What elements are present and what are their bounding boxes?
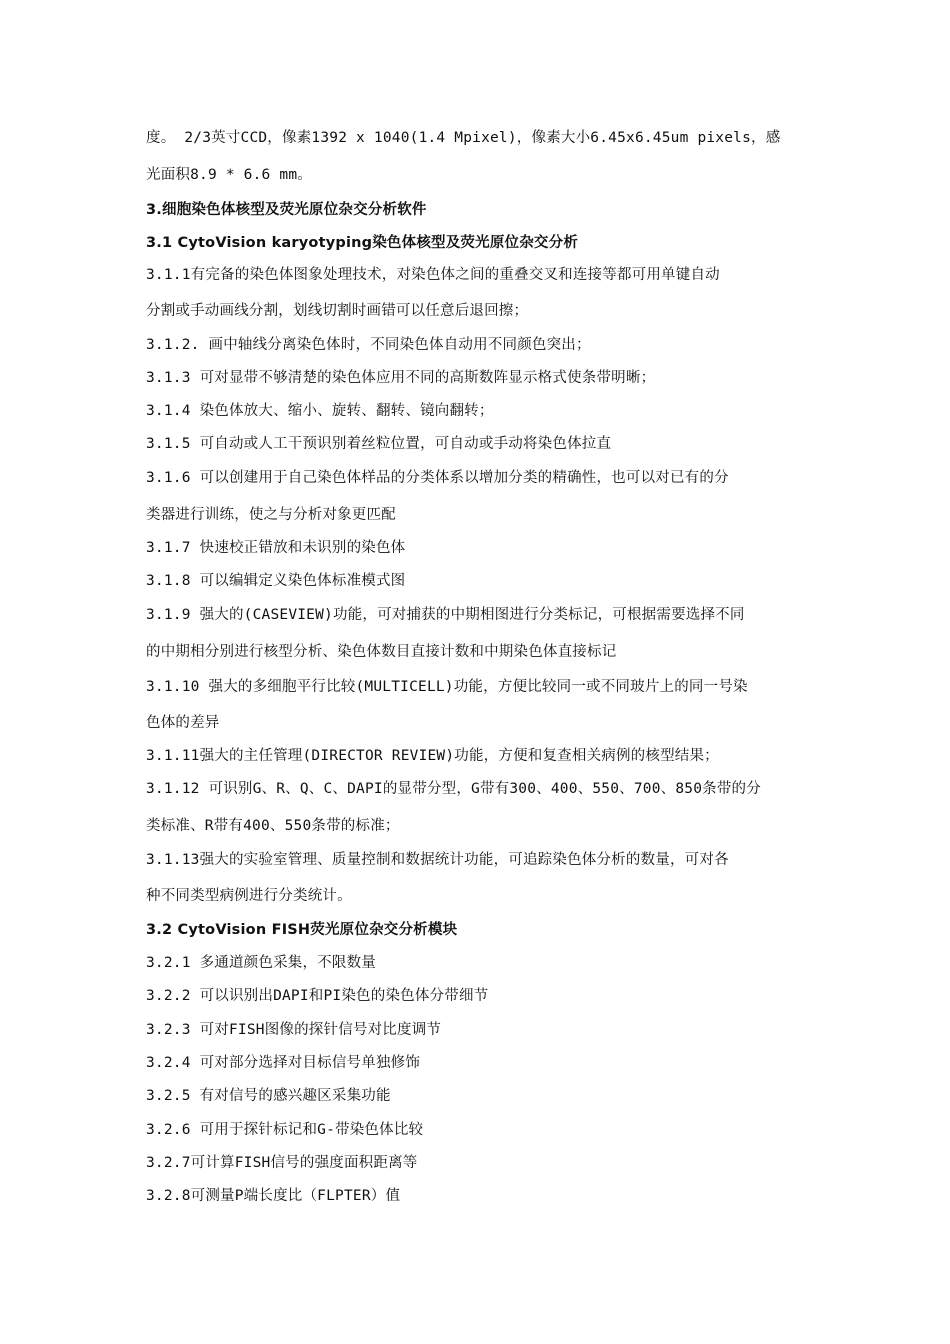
paragraph-line: 的中期相分别进行核型分析、染色体数目直接计数和中期染色体直接标记	[146, 644, 617, 660]
paragraph-line: 3.2.2 可以识别出DAPI和PI染色的染色体分带细节	[146, 988, 489, 1004]
paragraph-line: 3.1.12 可识别G、R、Q、C、DAPI的显带分型，G带有300、400、550、700、850条带的分	[146, 781, 761, 797]
paragraph-line: 3.1.2. 画中轴线分离染色体时，不同染色体自动用不同颜色突出；	[146, 337, 591, 353]
subsection-heading: 3.2 CytoVision FISH荧光原位杂交分析模块	[146, 922, 458, 938]
paragraph-line: 3.1.11强大的主任管理(DIRECTOR REVIEW)功能，方便和复查相关病例的核型结果；	[146, 748, 719, 764]
paragraph-line: 类器进行训练，使之与分析对象更匹配	[146, 507, 396, 523]
paragraph-line: 3.1.5 可自动或人工干预识别着丝粒位置，可自动或手动将染色体拉直	[146, 436, 612, 452]
paragraph-line: 3.2.1 多通道颜色采集，不限数量	[146, 955, 376, 971]
paragraph-line: 3.2.6 可用于探针标记和G-带染色体比较	[146, 1122, 424, 1138]
paragraph-line: 3.2.4 可对部分选择对目标信号单独修饰	[146, 1055, 421, 1071]
paragraph-line: 3.1.8 可以编辑定义染色体标准模式图	[146, 573, 406, 589]
paragraph-line: 3.2.7可计算FISH信号的强度面积距离等	[146, 1155, 418, 1171]
paragraph-line: 3.2.8可测量P端长度比（FLPTER）值	[146, 1188, 401, 1204]
paragraph-line: 分割或手动画线分割，划线切割时画错可以任意后退回擦；	[146, 303, 529, 319]
paragraph-line: 3.1.3 可对显带不够清楚的染色体应用不同的高斯数阵显示格式使条带明晰；	[146, 370, 656, 386]
paragraph-line: 类标准、R带有400、550条带的标准；	[146, 818, 400, 834]
paragraph-line: 3.2.5 有对信号的感兴趣区采集功能	[146, 1088, 391, 1104]
paragraph-line: 3.2.3 可对FISH图像的探针信号对比度调节	[146, 1022, 442, 1038]
paragraph-line: 3.1.6 可以创建用于自己染色体样品的分类体系以增加分类的精确性，也可以对已有的分	[146, 470, 729, 486]
subsection-heading: 3.1 CytoVision karyotyping染色体核型及荧光原位杂交分析	[146, 235, 579, 251]
paragraph-line: 3.1.13强大的实验室管理、质量控制和数据统计功能，可追踪染色体分析的数量，可对各	[146, 852, 729, 868]
paragraph-line: 色体的差异	[146, 715, 220, 731]
paragraph-line: 3.1.9 强大的(CASEVIEW)功能，可对捕获的中期相图进行分类标记，可根据需要选择不同	[146, 607, 745, 623]
section-heading: 3.细胞染色体核型及荧光原位杂交分析软件	[146, 202, 427, 218]
paragraph-line: 3.1.7 快速校正错放和未识别的染色体	[146, 540, 406, 556]
paragraph-line: 3.1.4 染色体放大、缩小、旋转、翻转、镜向翻转；	[146, 403, 494, 419]
paragraph-line: 3.1.10 强大的多细胞平行比较(MULTICELL)功能，方便比较同一或不同玻片上的同一号染	[146, 679, 748, 695]
paragraph-line: 度。 2/3英寸CCD，像素1392 x 1040(1.4 Mpixel)，像素大小6.45x6.45um pixels，感	[146, 130, 781, 146]
paragraph-line: 3.1.1有完备的染色体图象处理技术，对染色体之间的重叠交叉和连接等都可用单键自动	[146, 267, 720, 283]
paragraph-line: 种不同类型病例进行分类统计。	[146, 888, 352, 904]
paragraph-line: 光面积8.9 * 6.6 mm。	[146, 167, 312, 183]
